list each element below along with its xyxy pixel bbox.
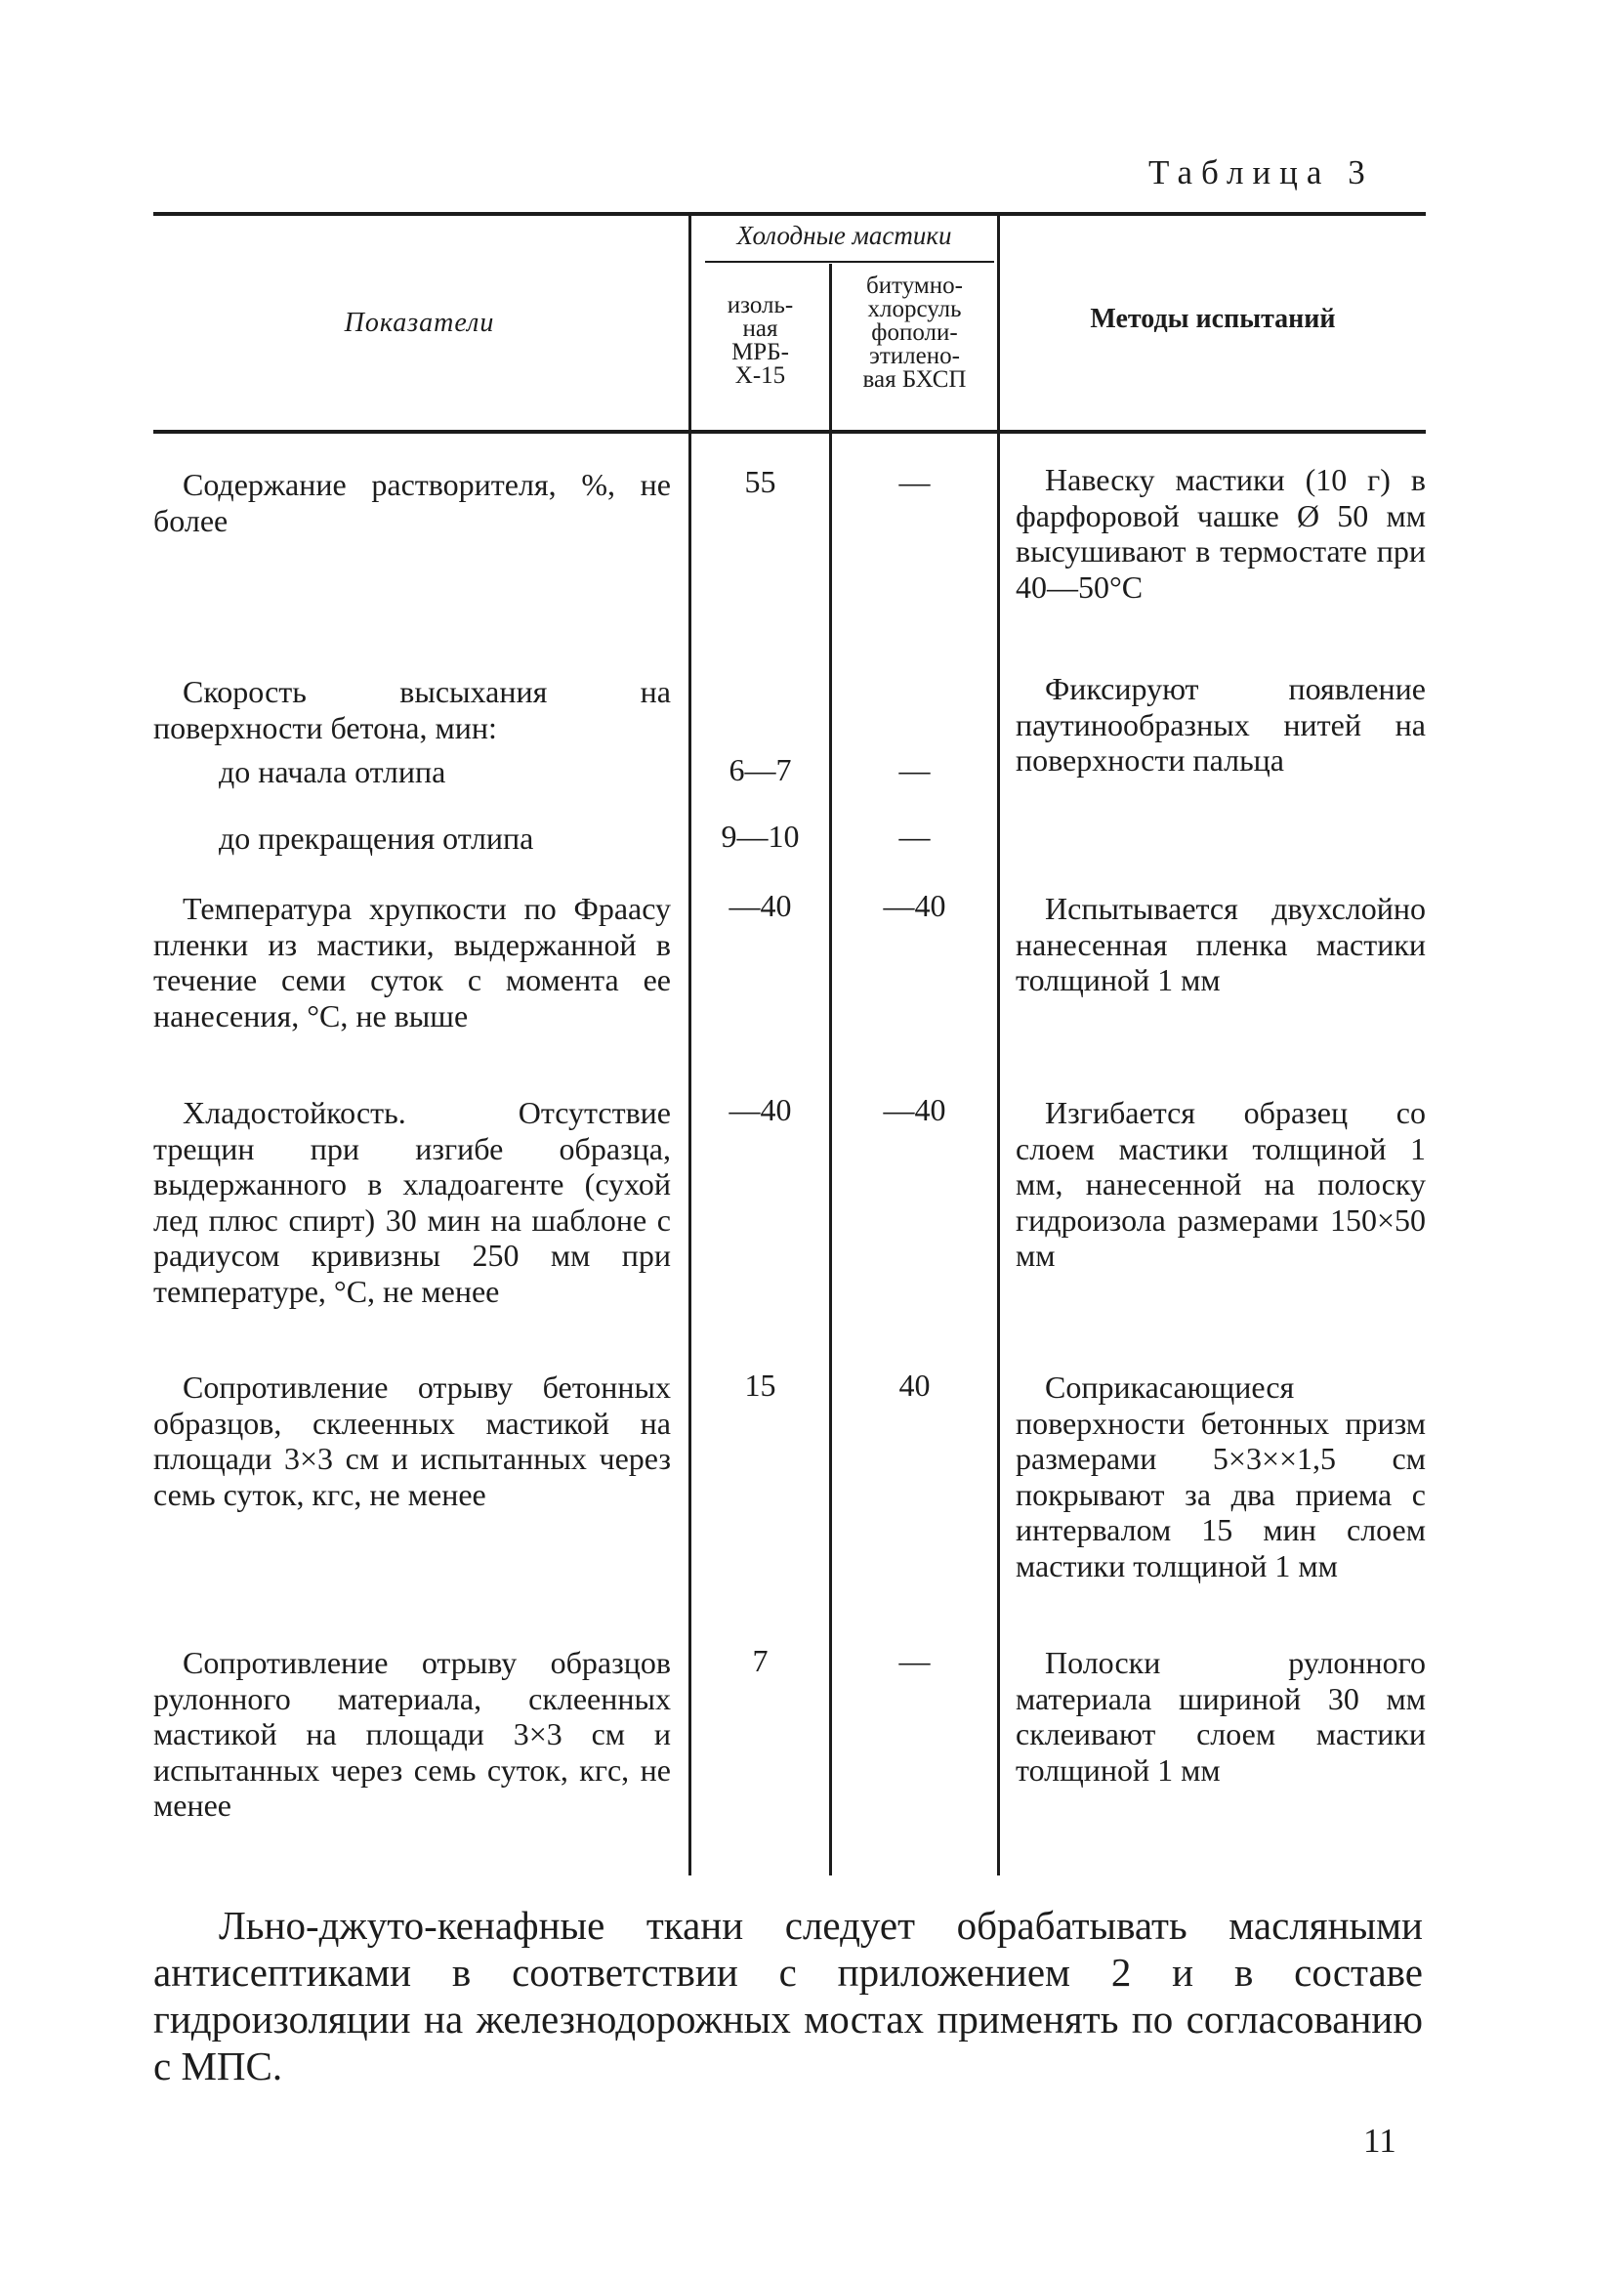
row-indicator: Скорость высыхания на поверхности бетона, мин: <box>153 674 671 745</box>
header-col-bhsp-line: вая БХСП <box>862 366 967 393</box>
row-value-mrb: 7 <box>752 1643 769 1678</box>
row-value-mrb: —40 <box>729 888 792 923</box>
row-sub-value-mrb: 9—10 <box>721 819 800 854</box>
header-bottom-rule <box>153 430 1426 434</box>
header-indicators: Показатели <box>344 308 495 338</box>
column-divider-3 <box>997 216 1000 1875</box>
row-value-bhsp: — <box>898 1643 931 1678</box>
row-indicator: Сопротивление отрыву бетонных образцов, склеенных мастикой на площади 3×3 см и испытанных через семь суток, кгс, не менее <box>153 1369 671 1512</box>
row-method: Навеску мастики (10 г) в фарфоровой чашке Ø 50 мм высушивают в термостате при 40—50°С <box>1016 462 1426 605</box>
row-indicator: Хладостойкость. Отсутствие трещин при изгибе образца, выдержанного в хладоагенте (сухой лед плюс спирт) 30 мин на шаблоне с радиусом кривизны 250 мм при температуре, °С, не менее <box>153 1095 671 1309</box>
header-methods: Методы испытаний <box>1090 304 1336 334</box>
closing-paragraph: Льно-джуто-кенафные ткани следует обрабатывать масляными антисептиками в соответствии с приложением 2 и в составе гидроизоляции на железнодорожных мостах применять по согласованию с МПС. <box>153 1903 1423 2088</box>
row-indicator: Содержание растворителя, %, не более <box>153 467 671 538</box>
header-col-mrb-line: МРБ- <box>731 339 789 365</box>
header-col-mrb-line: изоль- <box>727 292 794 318</box>
table-label: Таблица 3 <box>1148 153 1374 191</box>
row-method: Соприкасающиеся поверхности бетонных призм размерами 5×3××1,5 см покрывают за два приема с интервалом 15 мин слоем мастики толщиной 1 мм <box>1016 1369 1426 1583</box>
row-value-bhsp: 40 <box>898 1368 931 1403</box>
table-top-rule <box>153 212 1426 216</box>
header-col-bhsp-line: фополи- <box>871 319 958 346</box>
row-indicator: Сопротивление отрыву образцов рулонного материала, склеенных мастикой на площади 3×3 см и испытанных через семь суток, кгс, не менее <box>153 1645 671 1823</box>
row-method: Полоски рулонного материала шириной 30 мм склеивают слоем мастики толщиной 1 мм <box>1016 1645 1426 1788</box>
row-value-mrb: 15 <box>744 1368 776 1403</box>
row-sub-value-bhsp: — <box>898 752 931 787</box>
page-number: 11 <box>1363 2122 1396 2160</box>
row-value-mrb: 55 <box>744 464 776 499</box>
row-value-bhsp: —40 <box>883 888 946 923</box>
row-sub-label: до начала отлипа <box>219 754 446 789</box>
header-col-bhsp-line: хлорсуль <box>867 296 962 322</box>
header-col-mrb <box>691 294 829 388</box>
row-sub-value-bhsp: — <box>898 819 931 854</box>
row-method: Фиксируют появление паутинообразных нитей на поверхности пальца <box>1016 671 1426 778</box>
row-value-bhsp: —40 <box>883 1092 946 1127</box>
column-divider-2 <box>829 264 832 1875</box>
header-col-mrb-line: ная <box>742 316 778 342</box>
header-col-mrb-line: Х-15 <box>734 362 786 389</box>
header-col-bhsp-line: этилено- <box>869 343 960 369</box>
row-method: Изгибается образец со слоем мастики толщиной 1 мм, нанесенной на полоску гидроизола размерами 150×50 мм <box>1016 1095 1426 1273</box>
row-method: Испытывается двухслойно нанесенная пленка мастики толщиной 1 мм <box>1016 891 1426 997</box>
row-value-bhsp: — <box>898 464 931 499</box>
group-header-rule <box>705 261 994 263</box>
header-col-bhsp <box>832 274 997 392</box>
row-sub-label: до прекращения отлипа <box>219 821 534 856</box>
header-col-bhsp-line: битумно- <box>866 273 963 299</box>
row-value-mrb: —40 <box>729 1092 792 1127</box>
row-sub-value-mrb: 6—7 <box>729 752 792 787</box>
header-cold-mastics: Холодные мастики <box>736 221 952 250</box>
row-indicator: Температура хрупкости по Фраасу пленки из мастики, выдержанной в течение семи суток с момента ее нанесения, °С, не выше <box>153 891 671 1033</box>
